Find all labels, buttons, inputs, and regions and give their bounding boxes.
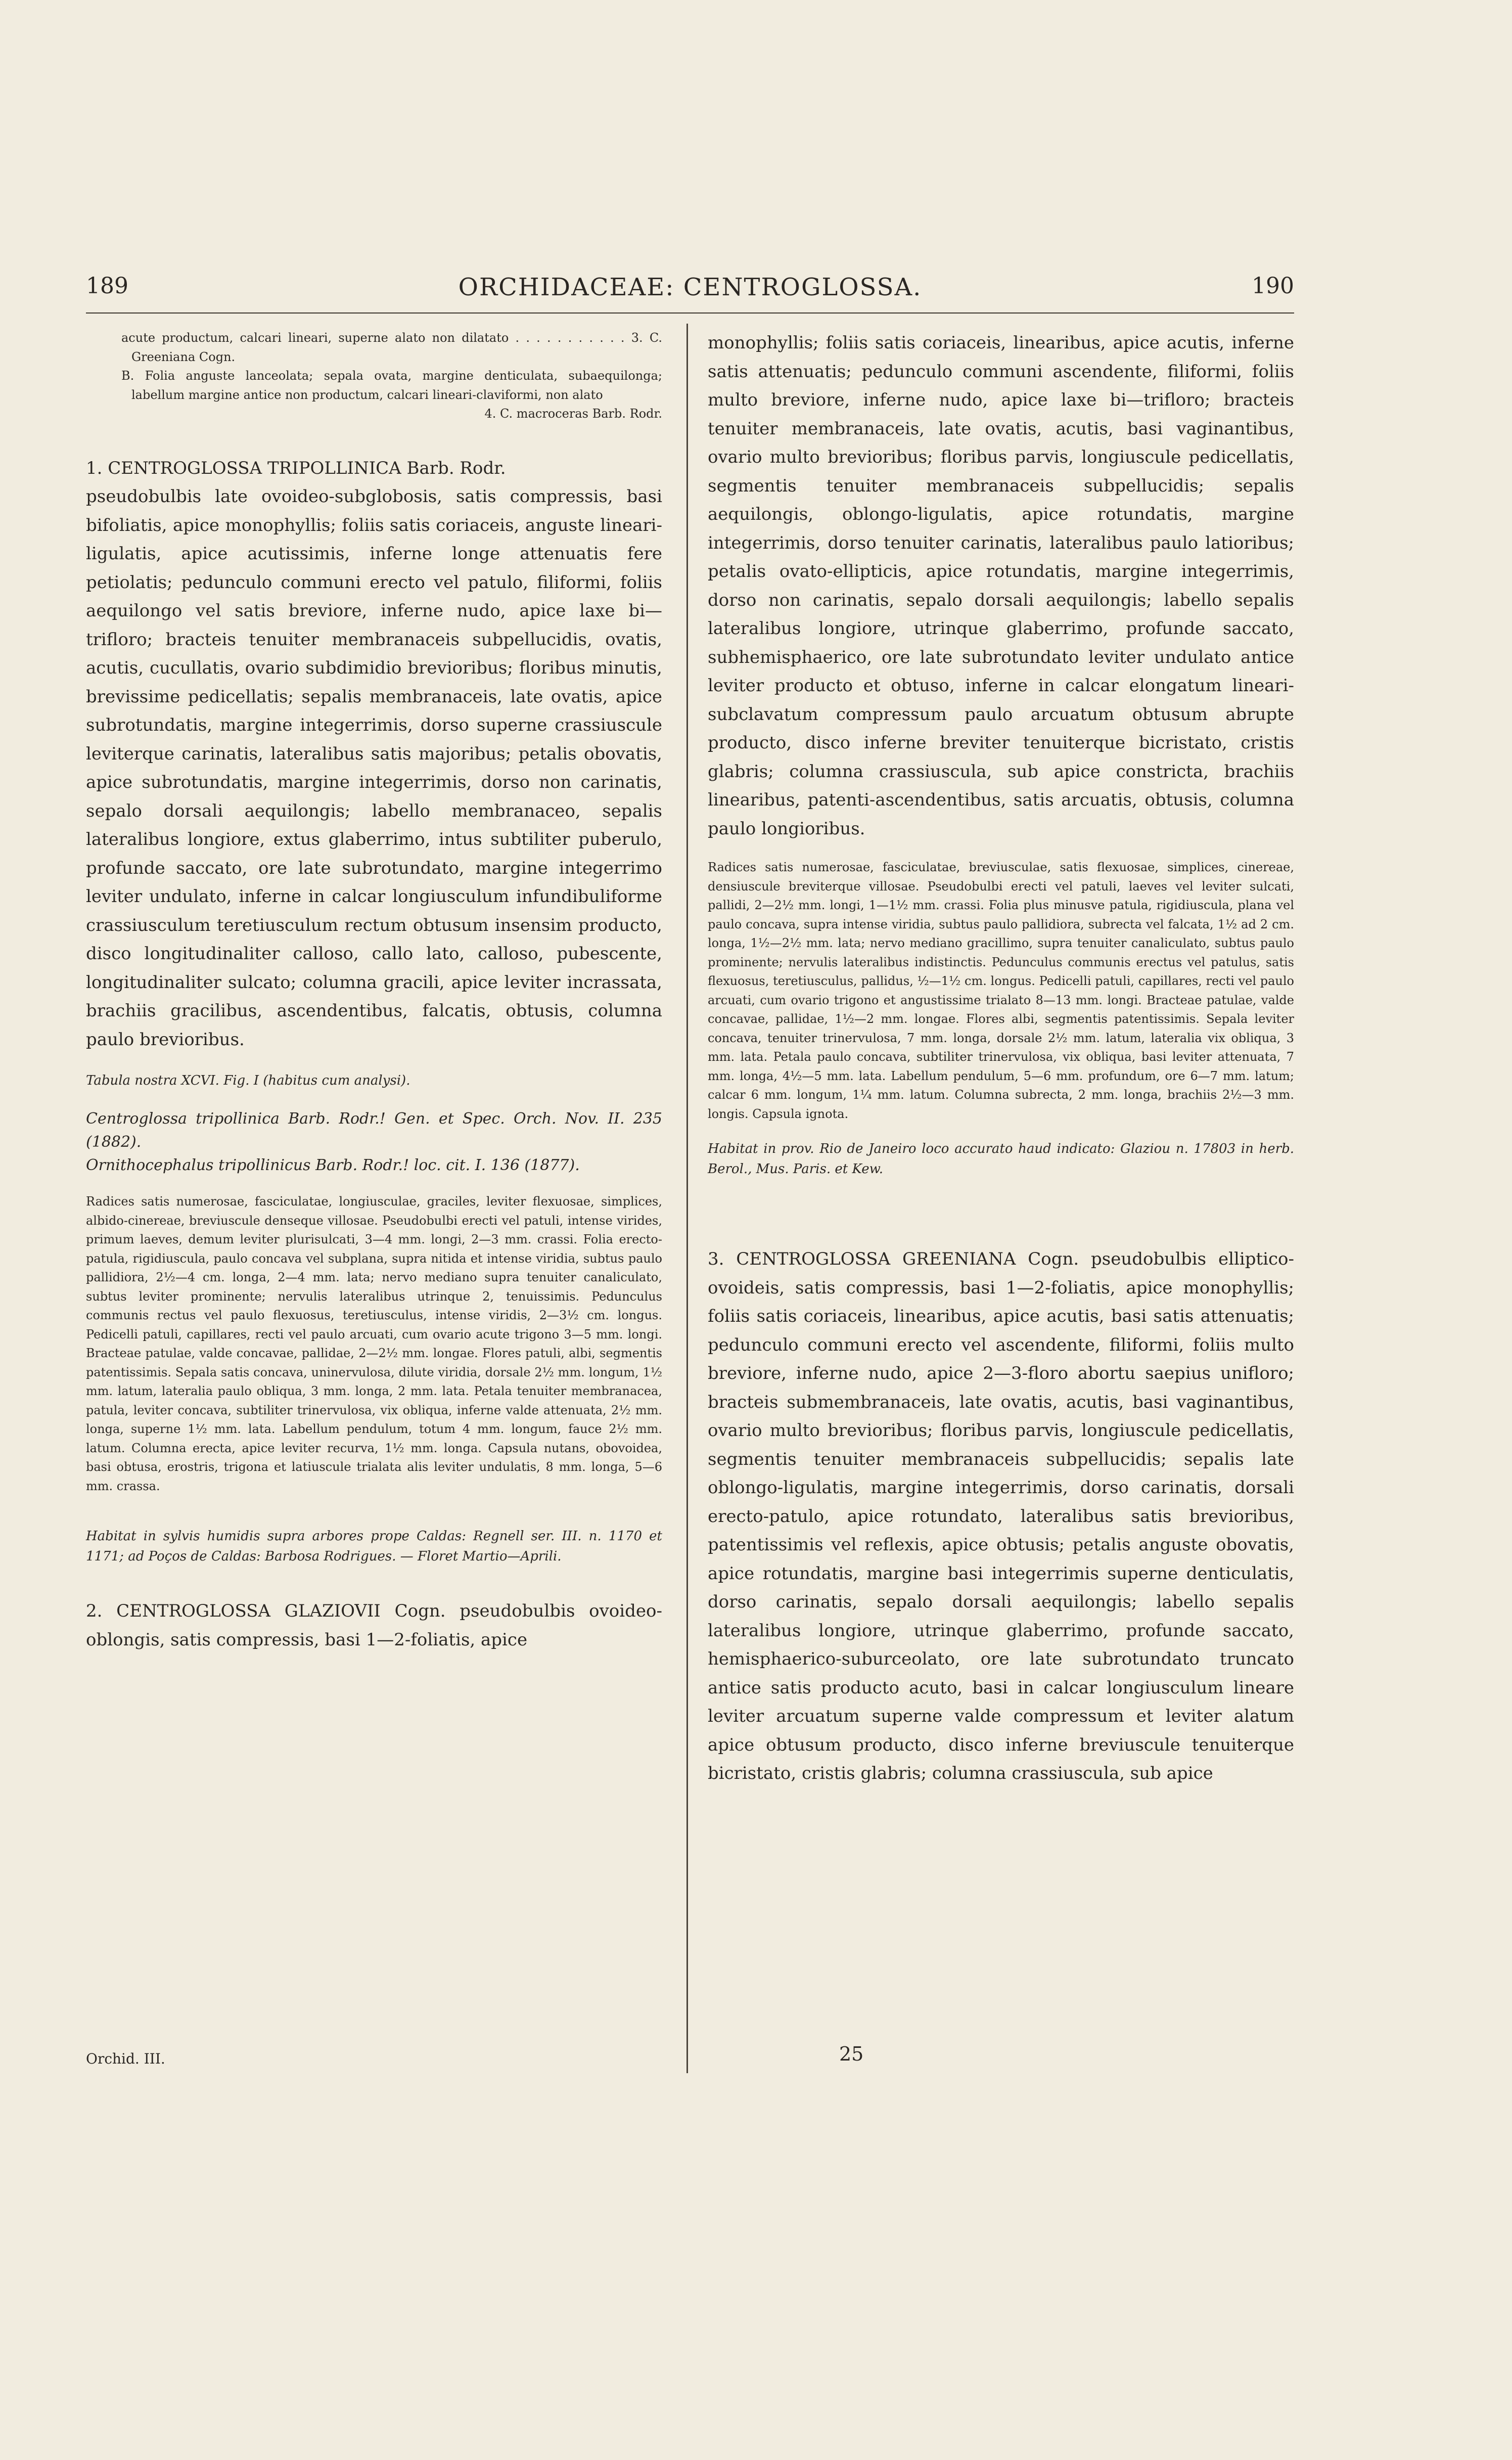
species-1-description: pseudobulbis late ovoideo-subglobosis, satis compressis, basi bifoliatis, apice monophyllis; foliis satis coriaceis, anguste lineari-ligulatis, apice acutissimis, inferne longe attenuatis fere petiolatis; pedunculo communi erecto vel patulo, filiformi, foliis aequilongo vel satis breviore, inferne nudo, apice laxe bi—trifloro; bracteis tenuiter membranaceis subpellucidis, ovatis, acutis, cucullatis, ovario subdimidio brevioribus; floribus minutis, brevissime pedicellatis; sepalis membranaceis, late ovatis, apice subrotundatis, margine integerrimis, dorso superne crassiuscule leviterque carinatis, lateralibus satis majoribus; petalis obovatis, apice subrotundatis, margine integerrimis, dorso non carinatis, sepalo dorsali aequilongis; labello membranaceo, sepalis lateralibus longiore, extus glaberrimo, intus subtiliter puberulo, profunde saccato, ore late subrotundato, margine integerrimo leviter undulato, inferne in calcar longiusculum infundibuliforme crassiusculum teretiusculum rectum obtusum insensim producto, disco longitudinaliter calloso, callo lato, calloso, pubescente, longitudinaliter sulcato; columna gracili, apice leviter incrassata, brachiis gracilibus, ascendentibus, falcatis, obtusis, columna paulo brevioribus. xyxy=(86,486,662,1050)
key-entry-3: acute productum, calcari lineari, superne alato non dilatato . . . . . . . . . . . 3. C. Greeniana Cogn. xyxy=(121,331,662,364)
species-1-habitat: Habitat in sylvis humidis supra arbores prope Caldas: Regnell ser. III. n. 1170 et 1171; ad Poços de Caldas: Barbosa Rodrigues. — Floret Martio—Aprili. xyxy=(86,1529,662,1564)
species-2-description-cont: monophyllis; foliis satis coriaceis, linearibus, apice acutis, inferne satis attenuatis; pedunculo communi ascendente, filiformi, foliis multo breviore, inferne nudo, apice laxe bi—trifloro; bracteis tenuiter membranaceis, late ovatis, acutis, basi vaginantibus, ovario multo brevioribus; floribus parvis, longiuscule pedicellatis, segmentis tenuiter membranaceis subpellucidis; sepalis aequilongis, oblongo-ligulatis, apice rotundatis, margine integerrimis, dorso tenuiter carinatis, lateralibus paulo latioribus; petalis ovato-ellipticis, apice rotundatis, margine integerrimis, dorso non carinatis, sepalo dorsali aequilongis; labello sepalis lateralibus longiore, utrinque glaberrimo, profunde saccato, subhemisphaerico, ore late subrotundato leviter undulato antice leviter producto et obtuso, inferne in calcar elongatum lineari-subclavatum compressum paulo arcuatum obtusum abrupte producto, disco inferne breviter tenuiterque bicristato, cristis glabris; columna crassiuscula, sub apice constricta, brachiis linearibus, patenti-ascendentibus, satis arcuatis, obtusis, columna paulo longioribus. xyxy=(708,333,1294,839)
running-header xyxy=(86,273,1294,308)
right-column xyxy=(708,329,1294,1788)
species-2-heading: 2. CENTROGLOSSA GLAZIOVII Cogn. xyxy=(86,1601,446,1621)
key-entry-4 xyxy=(86,405,662,424)
species-1-plate: Tabula nostra XCVI. Fig. I (habitus cum analysi). xyxy=(86,1073,410,1088)
species-2-details: Radices satis numerosae, fasciculatae, breviusculae, satis flexuosae, simplices, cinereae, densiuscule breviterque villosae. Pseudobulbi erecti vel patuli, laeves vel leviter sulcati, pallidi, 2—2½ mm. longi, 1—1½ mm. crassi. Folia plus minusve patula, rigidiuscula, plana vel paulo concava, supra intense viridia, subtus paulo pallidiora, subrecta vel falcata, 1½ ad 2 cm. longa, 1½—2½ mm. lata; nervo mediano gracillimo, supra tenuiter canaliculato, subtus paulo prominente; nervulis lateralibus indistinctis. Pedunculus communis erectus vel patulus, satis flexuosus, teretiusculus, pallidus, ½—1½ cm. longus. Pedicelli patuli, capillares, recti vel paulo arcuati, cum ovario trigono et angustissime trialato 8—13 mm. longi. Bracteae patulae, valde concavae, pallidae, 1½—2 mm. longae. Flores albi, segmentis patentissimis. Sepala leviter concava, tenuiter trinervulosa, 7 mm. longa, dorsale 2½ mm. latum, lateralia vix obliqua, 3 mm. lata. Petala paulo concava, subtiliter trinervulosa, vix obliqua, basi leviter attenuata, 7 mm. longa, 4½—5 mm. lata. Labellum pendulum, 5—6 mm. profundum, ore 6—7 mm. latum; calcar 6 mm. longum, 1¼ mm. latum. Columna subrecta, 2 mm. longa, brachiis 2½—3 mm. longis. Capsula ignota. xyxy=(708,860,1294,1121)
key-entry-b: B. Folia anguste lanceolata; sepala ovata, margine denticulata, subaequilonga; labellum margine antice non productum, calcari lineari-claviformi, non alato xyxy=(121,369,662,402)
page-number-left: 189 xyxy=(86,273,128,299)
species-2-description-start: pseudobulbis ovoideo-oblongis, satis compressis, basi 1—2-foliatis, apice xyxy=(86,1601,662,1650)
sheet-number: 25 xyxy=(839,2043,864,2065)
species-1-citation-2: Ornithocephalus tripollinicus Barb. Rodr.! loc. cit. I. 136 (1877). xyxy=(86,1156,580,1174)
left-column xyxy=(86,329,662,1654)
page-number-right: 190 xyxy=(1252,273,1294,299)
species-2-intro xyxy=(86,1597,662,1654)
running-title: ORCHIDACEAE: CENTROGLOSSA. xyxy=(458,273,922,301)
signature-mark: Orchid. III. xyxy=(86,2050,165,2067)
header-rule xyxy=(86,312,1294,314)
key-entry-4-name: 4. C. macroceras Barb. Rodr. xyxy=(484,407,662,421)
species-1-heading: 1. CENTROGLOSSA TRIPOLLINICA Barb. Rodr. xyxy=(86,458,506,478)
column-divider xyxy=(686,324,688,2073)
species-3-heading: 3. CENTROGLOSSA GREENIANA Cogn. xyxy=(708,1249,1079,1269)
species-2-habitat: Habitat in prov. Rio de Janeiro loco accurato haud indicato: Glaziou n. 17803 in herb. Berol., Mus. Paris. et Kew. xyxy=(708,1141,1294,1177)
species-3-description xyxy=(708,1245,1294,1788)
species-1-details: Radices satis numerosae, fasciculatae, longiusculae, graciles, leviter flexuosae, simplices, albido-cinereae, breviuscule denseque villosae. Pseudobulbi erecti vel patuli, intense virides, primum laeves, demum leviter plurisulcati, 3—4 mm. longi, 2—3 mm. crassi. Folia erecto-patula, rigidiuscula, paulo concava vel subplana, supra nitida et intense viridia, subtus paulo pallidiora, 2½—4 cm. longa, 2—4 mm. lata; nervo mediano supra tenuiter canaliculato, subtus leviter prominente; nervulis lateralibus utrinque 2, tenuissimis. Pedunculus communis rectus vel paulo flexuosus, teretiusculus, intense viridis, 2—3½ cm. longus. Pedicelli patuli, capillares, recti vel paulo arcuati, cum ovario acute trigono 3—5 mm. longi. Bracteae patulae, valde concavae, pallidae, 2—2½ mm. longae. Flores patuli, albi, segmentis patentissimis. Sepala satis concava, uninervulosa, dilute viridia, dorsale 2½ mm. longum, 1½ mm. latum, lateralia paulo obliqua, 3 mm. longa, 2 mm. lata. Petala tenuiter membranacea, patula, leviter concava, subtiliter trinervulosa, vix obliqua, inferne valde attenuata, 2½ mm. longa, superne 1½ mm. lata. Labellum pendulum, totum 4 mm. longum, fauce 2½ mm. latum. Columna erecta, apice leviter recurva, 1½ mm. longa. Capsula nutans, obovoidea, basi obtusa, erostris, trigona et latiuscule trialata alis leviter undulatis, 8 mm. longa, 5—6 mm. crassa. xyxy=(86,1194,662,1493)
species-1-citation-1: Centroglossa tripollinica Barb. Rodr.! Gen. et Spec. Orch. Nov. II. 235 (1882). xyxy=(86,1110,662,1151)
species-3-description-text: pseudobulbis elliptico-ovoideis, satis compressis, basi 1—2-foliatis, apice monophyllis; foliis satis coriaceis, linearibus, apice acutis, basi satis attenuatis; pedunculo communi erecto vel ascendente, filiformi, foliis multo breviore, inferne nudo, apice 2—3-floro abortu saepius unifloro; bracteis submembranaceis, late ovatis, acutis, basi vaginantibus, ovario multo brevioribus; floribus parvis, longiuscule pedicellatis, segmentis tenuiter membranaceis subpellucidis; sepalis late oblongo-ligulatis, margine integerrimis, dorso carinatis, dorsali erecto-patulo, apice rotundato, lateralibus satis brevioribus, patentissimis vel reflexis, apice obtusis; petalis anguste obovatis, apice rotundatis, margine basi integerrimis superne denticulatis, dorso carinatis, sepalo dorsali aequilongis; labello sepalis lateralibus longiore, utrinque glaberrimo, profunde saccato, hemisphaerico-suburceolato, ore late subrotundato truncato antice satis producto acuto, basi in calcar longiusculum lineare leviter arcuatum superne valde compressum et leviter alatum apice obtusum producto, disco inferne breviuscule tenuiterque bicristato, cristis glabris; columna crassiuscula, sub apice xyxy=(708,1249,1294,1783)
